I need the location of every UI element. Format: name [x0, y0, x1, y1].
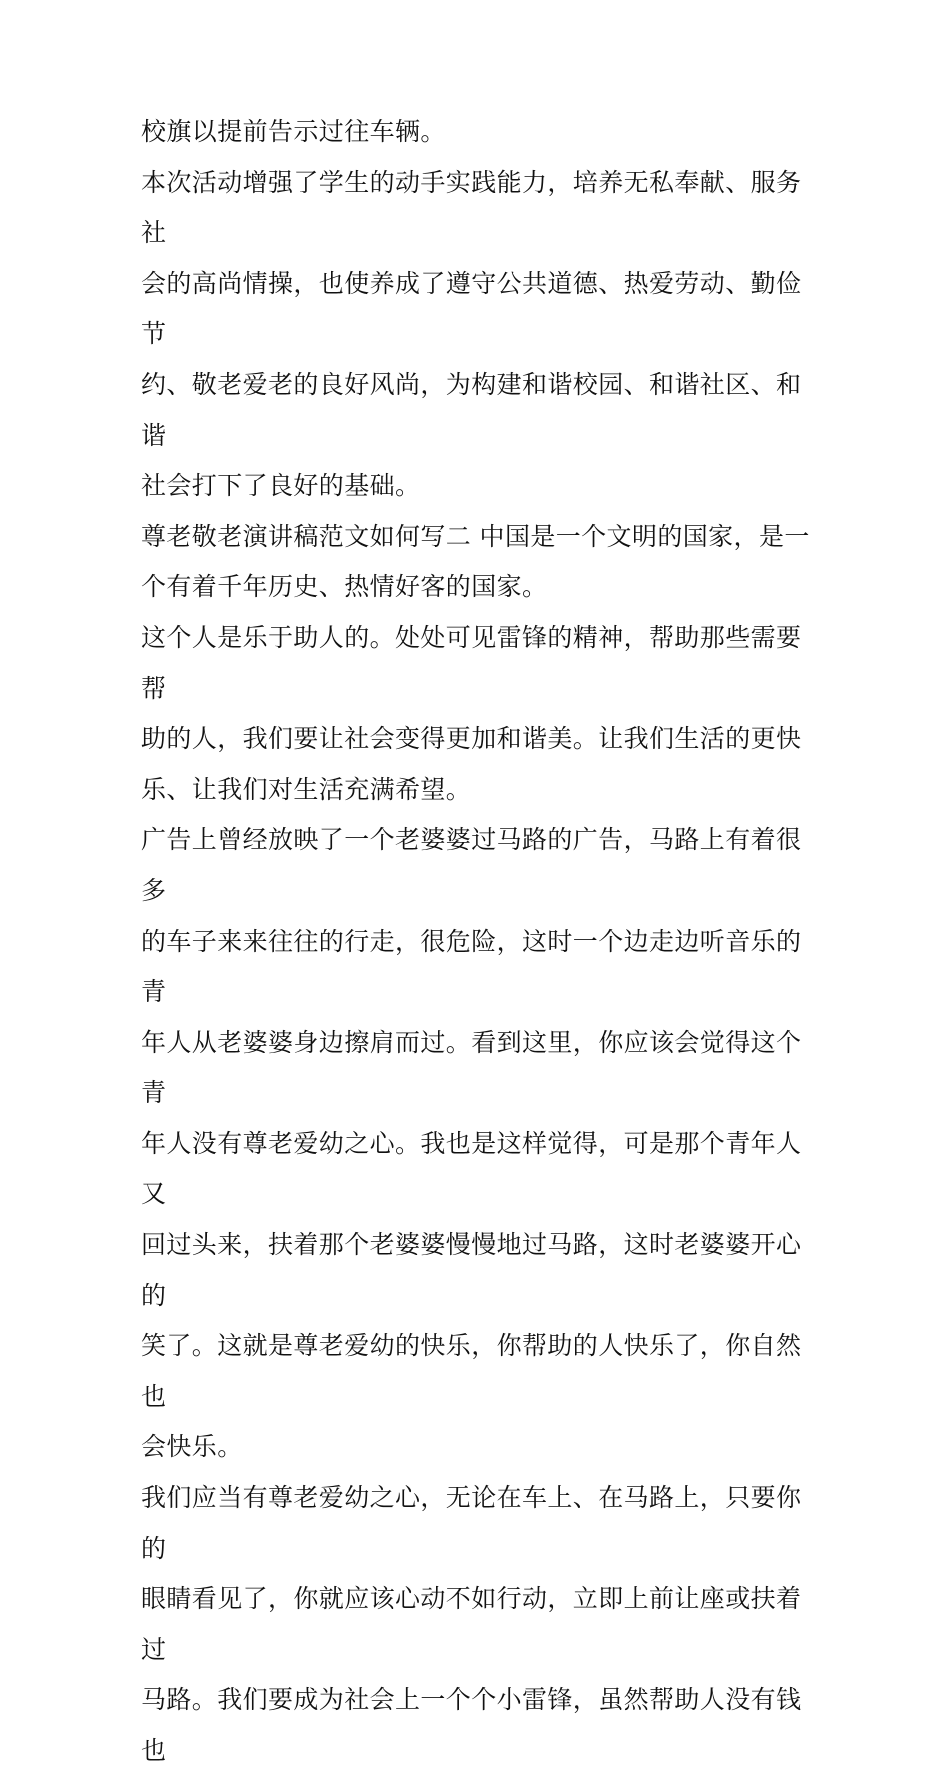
paragraph-3: 尊老敬老演讲稿范文如何写二 中国是一个文明的国家，是一 个有着千年历史、热情好客的国家。 — [141, 521, 810, 602]
paragraph-2: 本次活动增强了学生的动手实践能力，培养无私奉献、服务社 会的高尚情操，也使养成了遵守公共道德、热爱劳动、勤俭节 约、敬老爱老的良好风尚，为构建和谐校园、和谐社区、和谐 社会打下了良好的基础。 — [141, 167, 802, 501]
paragraph-1: 校旗以提前告示过往车辆。 — [141, 117, 446, 146]
paragraph-6: 我们应当有尊老爱幼之心，无论在车上、在马路上，只要你的 眼睛看见了，你就应该心动不如行动，立即上前让座或扶着过 马路。我们要成为社会上一个个小雷锋，虽然帮助人没有钱也 — [141, 1483, 802, 1765]
document-body — [141, 107, 813, 1777]
paragraph-5: 广告上曾经放映了一个老婆婆过马路的广告，马路上有着很多 的车子来来往往的行走，很危险，这时一个边走边听音乐的青 年人从老婆婆身边擦肩而过。看到这里，你应该会觉得这个青 年人没有尊老爱幼之心。我也是这样觉得，可是那个青年人又 回过头来，扶着那个老婆婆慢慢地过马路，这时老婆婆开心的 笑了。这就是尊老爱幼的快乐，你帮助的人快乐了，你自然也 会快乐。 — [141, 825, 802, 1462]
paragraph-4: 这个人是乐于助人的。处处可见雷锋的精神，帮助那些需要帮 助的人，我们要让社会变得更加和谐美。让我们生活的更快 乐、让我们对生活充满希望。 — [141, 622, 802, 804]
